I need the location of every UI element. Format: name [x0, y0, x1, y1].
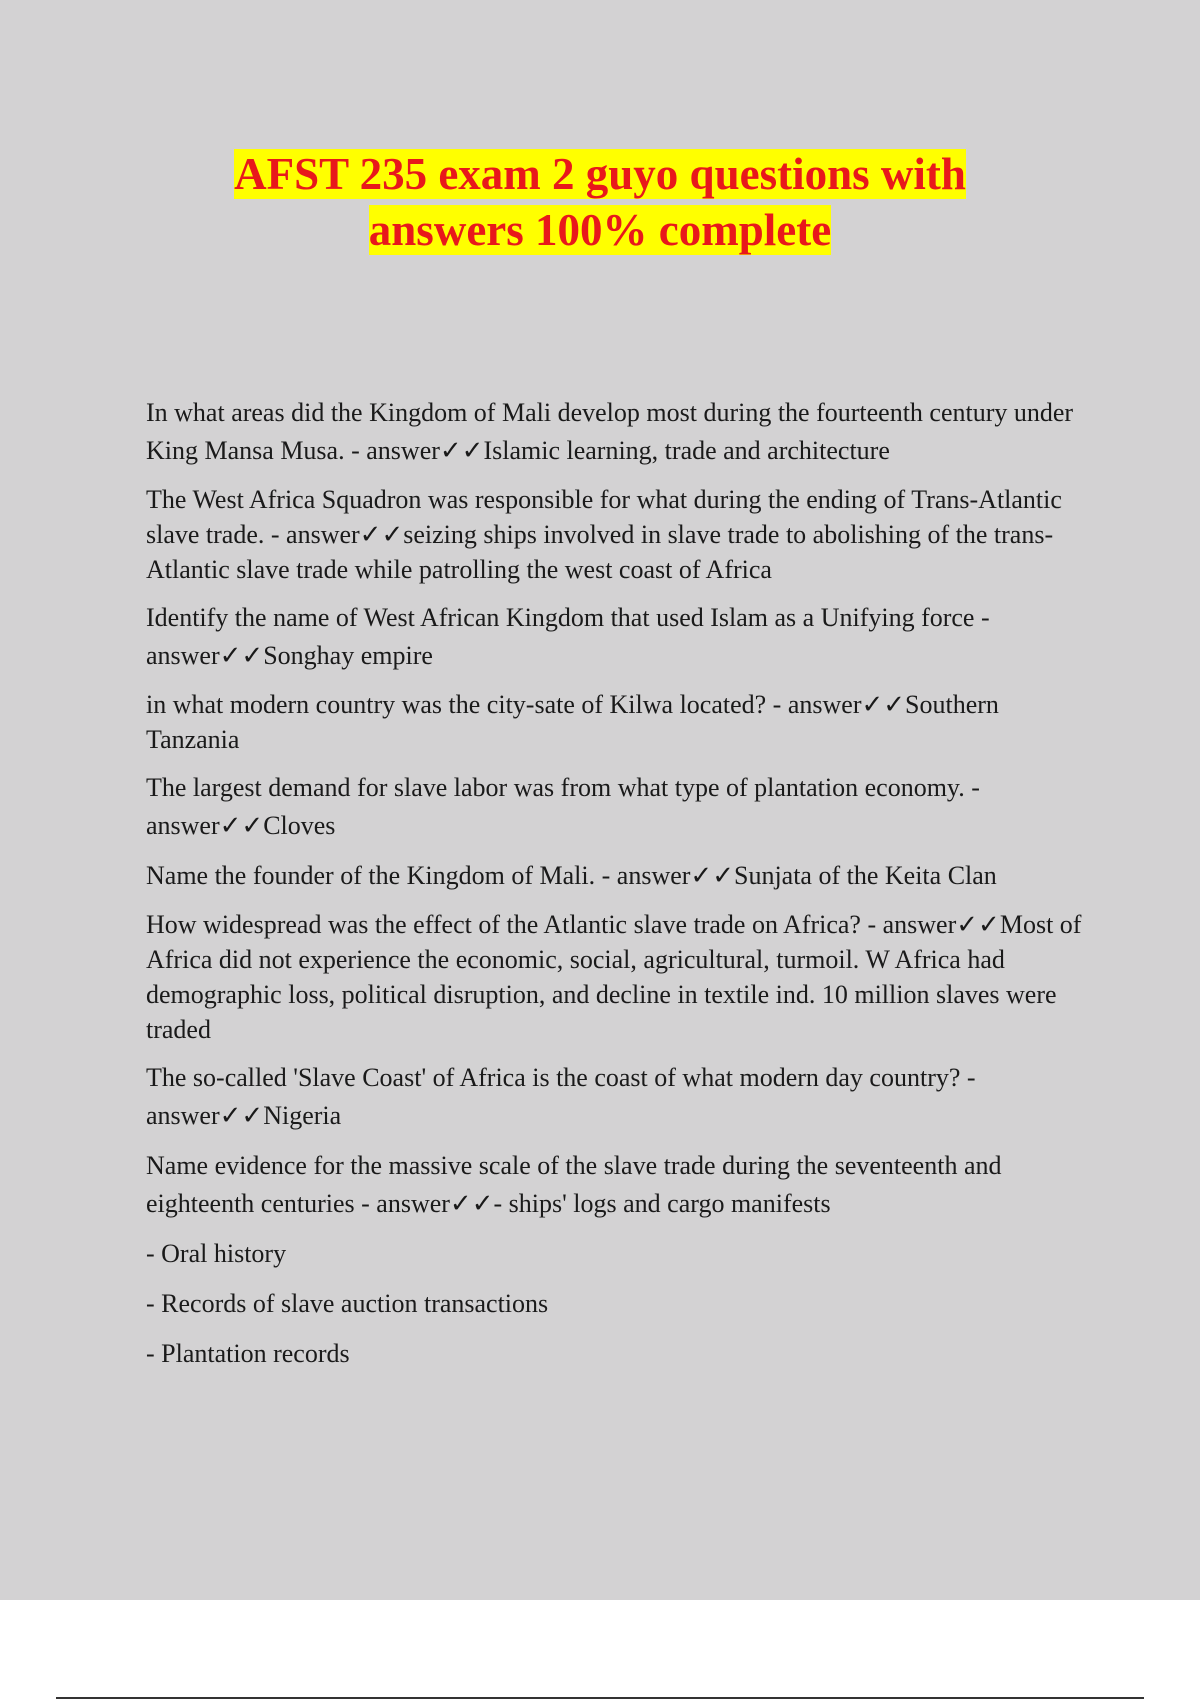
answer-marker: answer✓✓	[146, 1101, 264, 1130]
answer-text: Southern Tanzania	[146, 690, 999, 754]
answer-text: Most of Africa did not experience the economic, social, agricultural, turmoil. W Africa had demographic loss, political disruption, and decline in textile ind. 10 million slaves were traded	[146, 910, 1082, 1044]
question-text: Name evidence for the massive scale of the slave trade during the seventeenth and eighteenth centuries -	[146, 1151, 1002, 1218]
question-text: in what modern country was the city-sate of Kilwa located? -	[146, 690, 788, 719]
title-line-1: AFST 235 exam 2 guyo questions with	[234, 149, 966, 199]
question-text: The West Africa Squadron was responsible for what during the ending of Trans-Atlantic slave trade. -	[146, 485, 1062, 549]
answer-marker: answer✓✓	[286, 520, 404, 549]
document-title	[0, 146, 1200, 258]
answer-text: Cloves	[263, 811, 336, 840]
answer-marker: answer✓✓	[146, 811, 264, 840]
qa-item-9	[146, 1147, 1096, 1223]
answer-marker: answer✓✓	[882, 910, 1000, 939]
answer-text: seizing ships involved in slave trade to abolishing of the trans-Atlantic slave trade while patrolling the west coast of Africa	[146, 520, 1054, 584]
qa-item-1	[146, 394, 1096, 470]
question-text: In what areas did the Kingdom of Mali develop most during the fourteenth century under King Mansa Musa. -	[146, 398, 1074, 465]
list-item: - Records of slave auction transactions	[146, 1289, 549, 1318]
qa-list	[146, 394, 1096, 1385]
answer-text: Nigeria	[263, 1101, 342, 1130]
answer-text: Sunjata of the Keita Clan	[733, 861, 997, 890]
question-text: How widespread was the effect of the Atlantic slave trade on Africa? -	[146, 910, 883, 939]
answer-marker: answer✓✓	[376, 1189, 494, 1218]
answer-marker: answer✓✓	[366, 436, 484, 465]
qa-item-7	[146, 907, 1096, 1047]
answer-text: - ships' logs and cargo manifests	[493, 1189, 831, 1218]
question-text: The so-called 'Slave Coast' of Africa is the coast of what modern day country? -	[146, 1063, 976, 1092]
qa-item-4	[146, 687, 1096, 757]
footer-divider	[56, 1697, 1144, 1699]
qa-item-6	[146, 857, 1096, 895]
answer-marker: answer✓✓	[787, 690, 906, 719]
qa-item-8	[146, 1059, 1096, 1135]
question-text: Name the founder of the Kingdom of Mali. -	[146, 861, 617, 890]
answer-marker: answer✓✓	[616, 861, 734, 890]
title-line-2: answers 100% complete	[368, 205, 832, 255]
list-item: - Oral history	[146, 1239, 287, 1268]
answer-marker: answer✓✓	[146, 641, 264, 670]
list-item: - Plantation records	[146, 1339, 350, 1368]
qa-item-5	[146, 769, 1096, 845]
question-text: The largest demand for slave labor was from what type of plantation economy. -	[146, 773, 980, 802]
question-text: Identify the name of West African Kingdom that used Islam as a Unifying force -	[146, 603, 990, 632]
qa-item-2	[146, 482, 1096, 587]
answer-text: Songhay empire	[263, 641, 433, 670]
qa-item-3	[146, 599, 1096, 675]
answer-text: Islamic learning, trade and architecture	[483, 436, 890, 465]
